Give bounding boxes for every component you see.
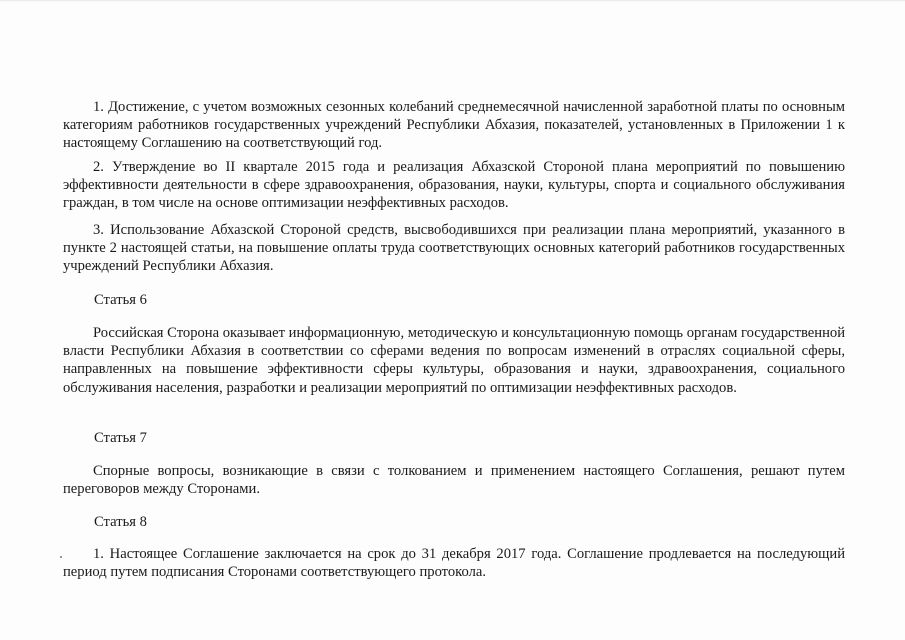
article-8-heading: Статья 8	[94, 514, 147, 530]
paragraph-1: 1. Достижение, с учетом возможных сезонных колебаний среднемесячной начисленной заработной платы по основным категориям работников государственных учреждений Республики Абхазия, показателей, установленных в Приложении 1 к настоящему Соглашению на соответствующий год.	[63, 99, 845, 152]
article-8-paragraph-1: 1. Настоящее Соглашение заключается на срок до 31 декабря 2017 года. Соглашение продлевается на последующий период путем подписания Сторонами соответствующего протокола.	[63, 546, 845, 581]
article-7-text: Спорные вопросы, возникающие в связи с толкованием и применением настоящего Соглашения, решают путем переговоров между Сторонами.	[63, 463, 845, 498]
paragraph-2: 2. Утверждение во II квартале 2015 года и реализация Абхазской Стороной плана мероприятий по повышению эффективности деятельности в сфере здравоохранения, образования, науки, культуры, спорта и социального обслуживания граждан, в том числе на основе оптимизации неэффективных расходов.	[63, 159, 845, 212]
scan-speck	[60, 556, 62, 558]
scan-edge	[0, 0, 905, 2]
article-6-text: Российская Сторона оказывает информационную, методическую и консультационную помощь органам государственной власти Республики Абхазия в соответствии со сферами ведения по вопросам изменений в отраслях социальной сферы, направленных на повышение эффективности сферы культуры, образования и науки, здравоохранения, социального обслуживания населения, разработки и реализации мероприятий по оптимизации неэффективных расходов.	[63, 325, 845, 396]
article-7-heading: Статья 7	[94, 430, 147, 446]
article-6-heading: Статья 6	[94, 292, 147, 308]
paragraph-3: 3. Использование Абхазской Стороной средств, высвободившихся при реализации плана мероприятий, указанного в пункте 2 настоящей статьи, на повышение оплаты труда соответствующих основных категорий работников государственных учреждений Республики Абхазия.	[63, 222, 845, 275]
